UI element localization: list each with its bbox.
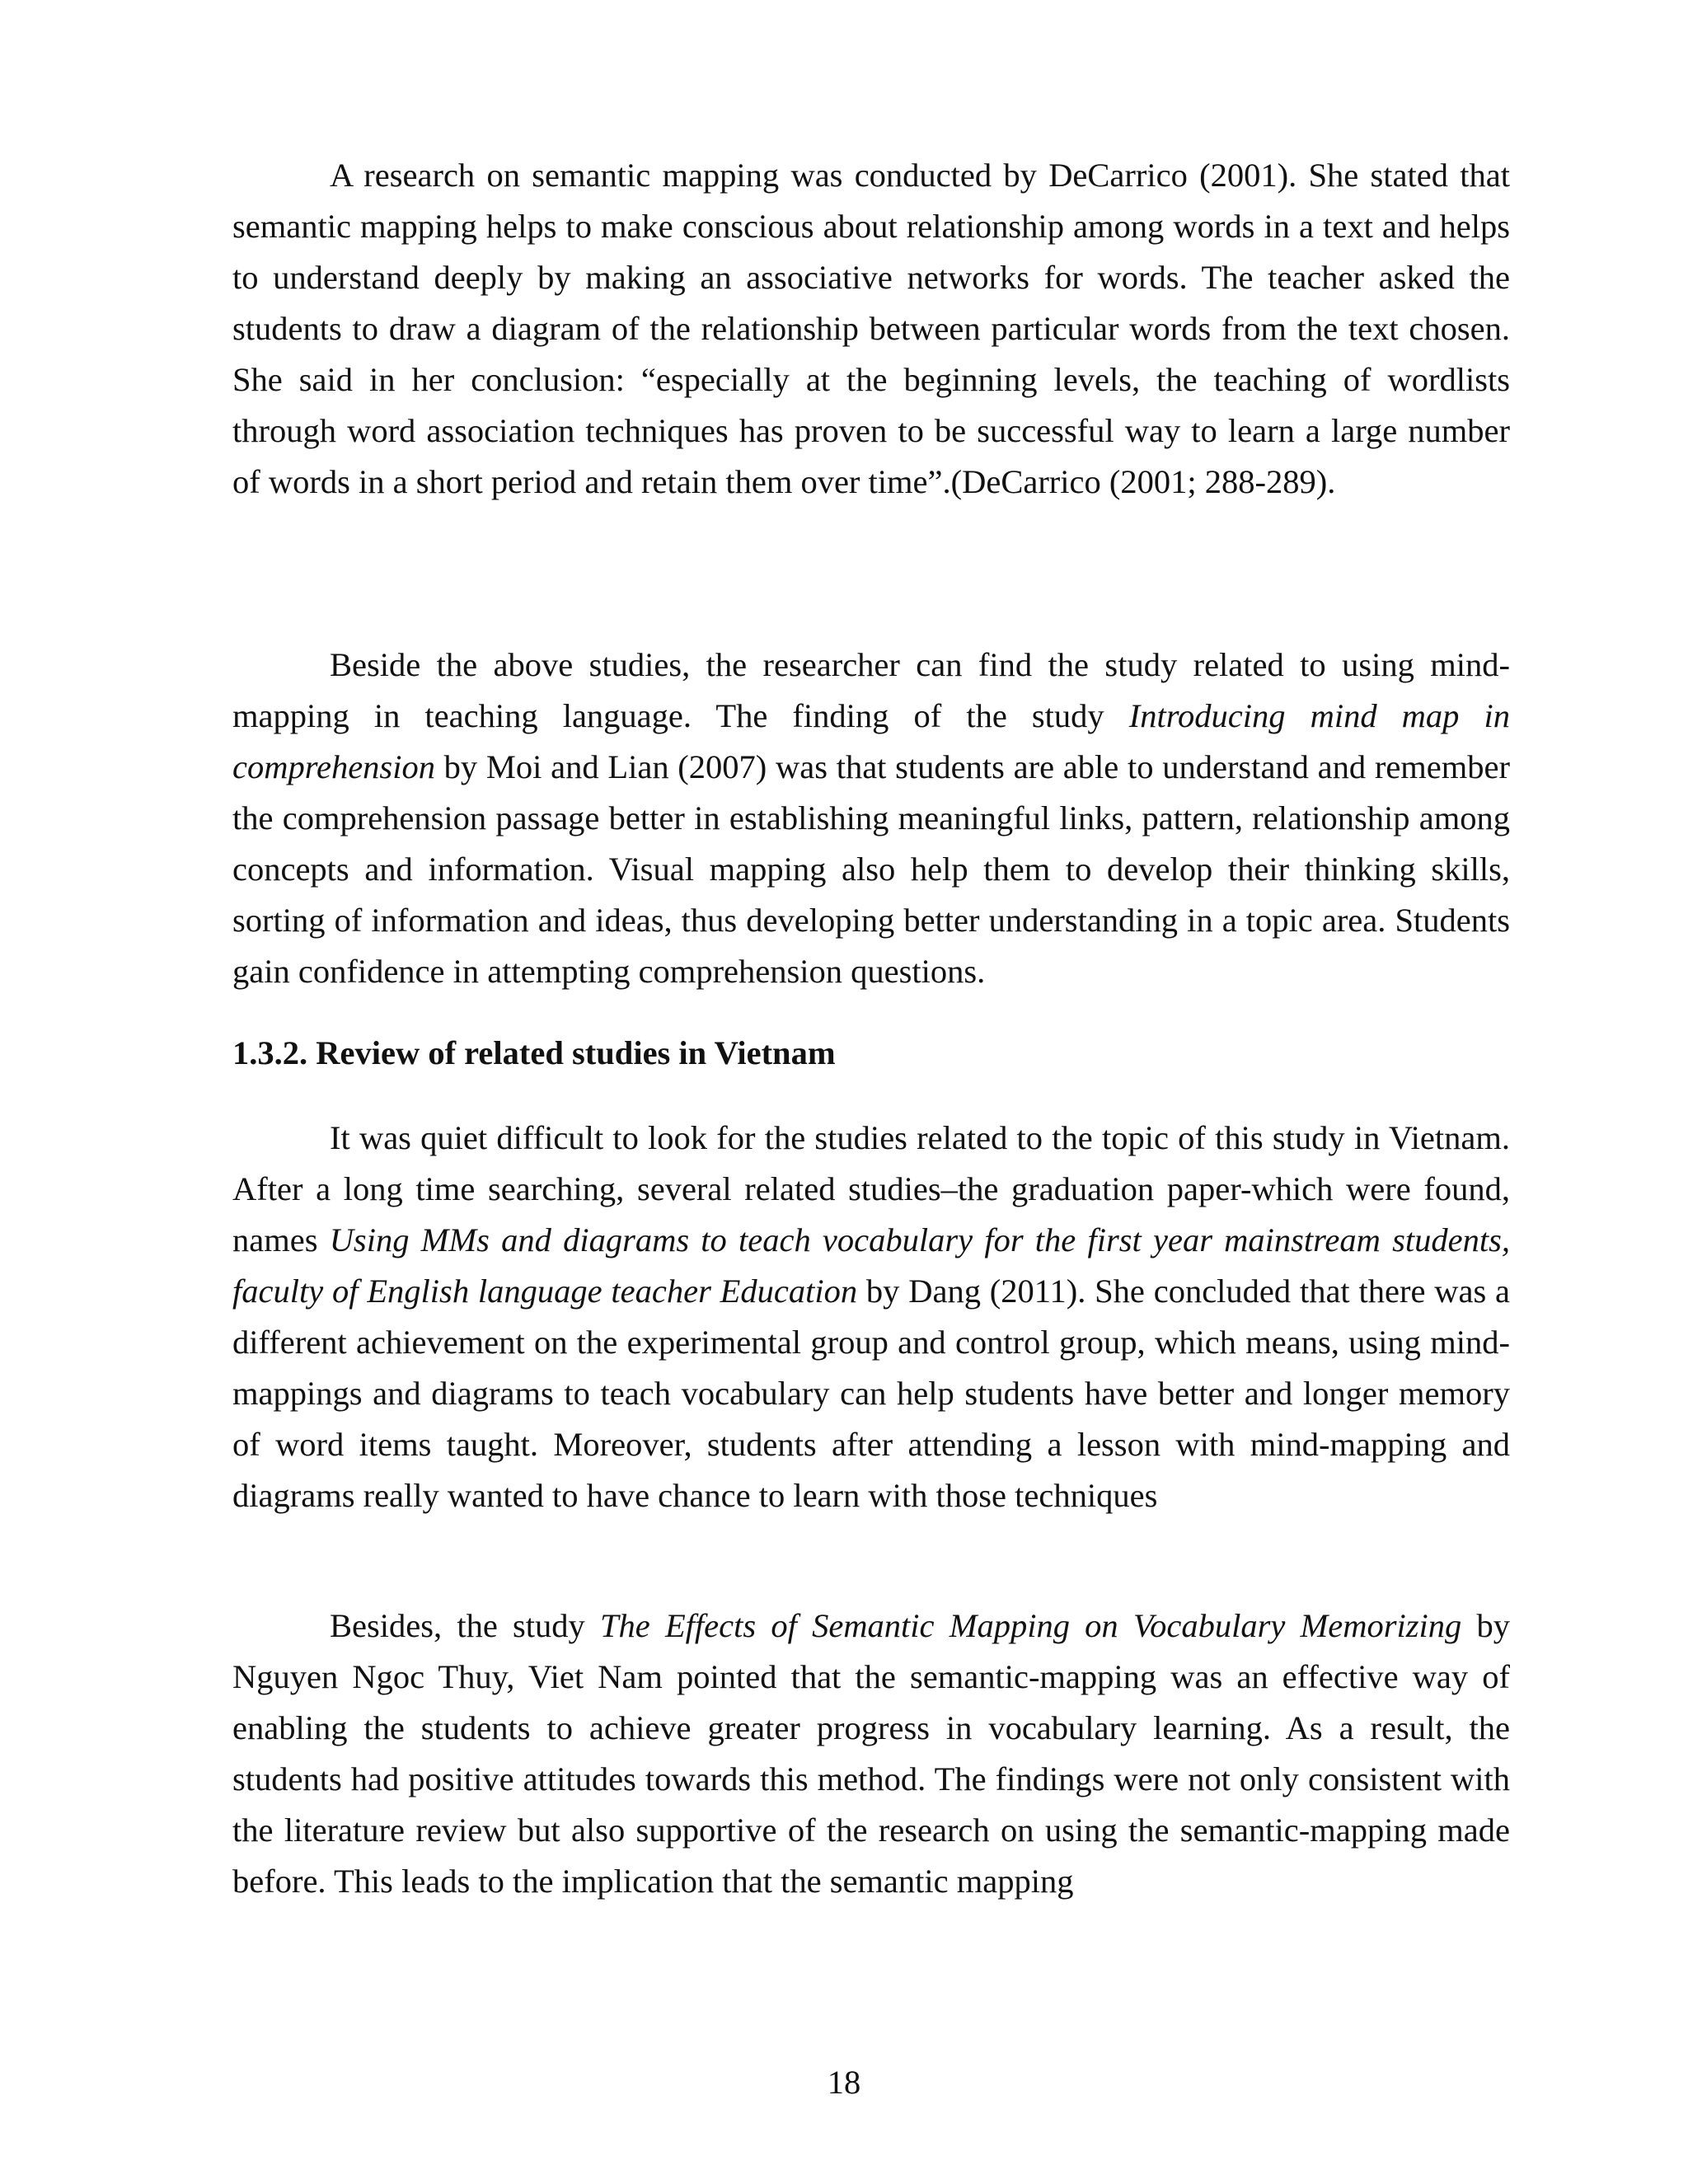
study-title: The Effects of Semantic Mapping on Vocabulary Memorizing xyxy=(599,1607,1462,1644)
paragraph-vietnam-studies xyxy=(232,1113,1510,1521)
study-title: Introducing mind map in comprehension xyxy=(232,697,1510,785)
paragraph-text: Besides, the study xyxy=(330,1607,600,1644)
study-title: Using MMs and diagrams to teach vocabulary for the first year mainstream students, faculty of English language teacher Education xyxy=(232,1221,1510,1310)
paragraph-text: A research on semantic mapping was conducted by DeCarrico (2001). She stated that semantic mapping helps to make conscious about relationship among words in a text and helps to understand deeply by making an associative networks for words. The teacher asked the students to draw a diagram of the relationship between particular words from the text chosen. She said in her conclusion: “especially at the beginning levels, the teaching of wordlists through word association techniques has proven to be successful way to learn a large number of words in a short period and retain them over time”.(DeCarrico (2001; 288-289). xyxy=(232,157,1510,500)
paragraph-text: by Moi and Lian (2007) was that students are able to understand and remember the comprehension passage better in establishing meaningful links, pattern, relationship among concepts and information. Visual mapping also help them to develop their thinking skills, sorting of information and ideas, thus developing better understanding in a topic area. Students gain confidence in attempting comprehension questions. xyxy=(232,748,1510,990)
paragraph-decarrico xyxy=(232,150,1510,508)
paragraph-text: Beside the above studies, the researcher can find the study related to using mind-mapping in teaching language. The finding of the study xyxy=(232,646,1510,734)
paragraph-mind-map-study xyxy=(232,640,1510,997)
paragraph-text: It was quiet difficult to look for the studies related to the topic of this study in Vietnam. After a long time searching, several related studies–the graduation paper-which were found, names xyxy=(232,1119,1510,1258)
page-number: 18 xyxy=(827,2064,861,2101)
paragraph-text: by Dang (2011). She concluded that there was a different achievement on the experimental group and control group, which means, using mind-mappings and diagrams to teach vocabulary can help students have better and longer memory of word items taught. Moreover, students after attending a lesson with mind-mapping and diagrams really wanted to have chance to learn with those techniques xyxy=(232,1272,1510,1514)
paragraph-semantic-mapping-study xyxy=(232,1601,1510,1907)
section-heading: 1.3.2. Review of related studies in Vietnam xyxy=(232,1034,836,1071)
paragraph-text: by Nguyen Ngoc Thuy, Viet Nam pointed that the semantic-mapping was an effective way of enabling the students to achieve greater progress in vocabulary learning. As a result, the students had positive attitudes towards this method. The findings were not only consistent with the literature review but also supportive of the research on using the semantic-mapping made before. This leads to the implication that the semantic mapping xyxy=(232,1607,1511,1900)
